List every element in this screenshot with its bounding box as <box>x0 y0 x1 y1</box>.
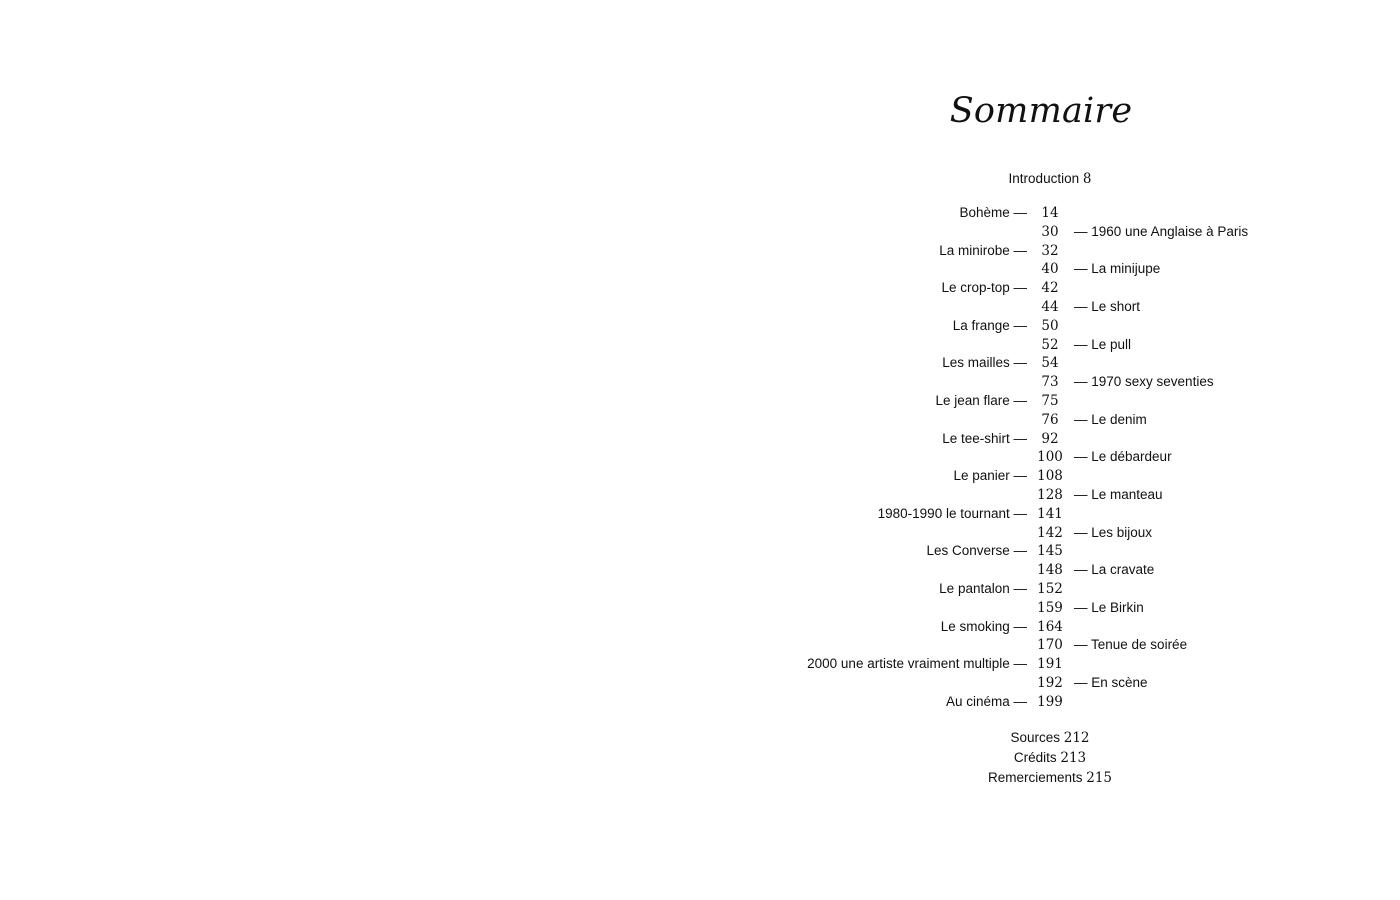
toc-entry <box>700 467 1400 486</box>
entry-page-number: 145 <box>1037 543 1063 560</box>
entry-title: La frange — <box>952 317 1027 333</box>
toc-entry <box>700 242 1400 261</box>
entry-page-number: 191 <box>1037 656 1063 673</box>
back-matter-page: 213 <box>1060 750 1087 766</box>
entry-title: — Le Birkin <box>1074 599 1144 615</box>
entry-title: Les Converse — <box>926 543 1027 559</box>
page-title: Sommaire <box>949 91 1133 131</box>
toc-entry <box>700 430 1400 449</box>
entry-page-number: 100 <box>1037 449 1063 466</box>
toc-entry <box>700 542 1400 561</box>
toc-entry <box>700 655 1400 674</box>
entry-page-number: 52 <box>1041 336 1059 353</box>
entry-page-number: 192 <box>1037 674 1063 691</box>
toc-entry <box>700 580 1400 599</box>
back-matter-entry <box>700 768 1400 788</box>
toc-entry <box>700 279 1400 298</box>
entry-title: La minirobe — <box>939 242 1027 258</box>
back-matter-entry <box>700 728 1400 748</box>
entry-page-number: 141 <box>1037 505 1063 522</box>
toc-entry <box>700 336 1400 355</box>
entry-page-number: 73 <box>1041 374 1059 391</box>
toc-entry <box>700 354 1400 373</box>
toc-entry <box>700 448 1400 467</box>
toc-entry <box>700 693 1400 712</box>
toc-entry <box>700 260 1400 279</box>
entry-page-number: 42 <box>1041 280 1059 297</box>
toc-entry <box>700 223 1400 242</box>
toc-entry <box>700 317 1400 336</box>
entry-title: — Tenue de soirée <box>1074 637 1188 653</box>
right-page <box>700 0 1400 900</box>
entry-page-number: 30 <box>1041 223 1059 240</box>
toc-entry <box>700 486 1400 505</box>
entry-title: — La cravate <box>1074 562 1155 578</box>
table-of-contents <box>700 204 1400 712</box>
entry-title: — Les bijoux <box>1074 524 1153 540</box>
entry-title: Le jean flare — <box>935 392 1027 408</box>
toc-entry <box>700 298 1400 317</box>
entry-page-number: 199 <box>1037 693 1063 710</box>
back-matter-page: 212 <box>1063 730 1090 746</box>
entry-title: Le panier — <box>953 468 1027 484</box>
back-matter-list <box>700 728 1400 788</box>
back-matter-entry <box>700 748 1400 768</box>
toc-entry <box>700 636 1400 655</box>
toc-entry <box>700 392 1400 411</box>
entry-page-number: 142 <box>1037 524 1063 541</box>
toc-entry <box>700 505 1400 524</box>
entry-page-number: 54 <box>1041 355 1059 372</box>
entry-page-number: 92 <box>1041 430 1059 447</box>
entry-page-number: 14 <box>1041 205 1059 221</box>
entry-page-number: 32 <box>1041 242 1059 259</box>
back-matter-label: Remerciements <box>987 770 1083 785</box>
entry-title: Le tee-shirt — <box>942 430 1027 446</box>
entry-title: — Le short <box>1074 298 1141 314</box>
entry-page-number: 128 <box>1037 486 1063 503</box>
toc-entry <box>700 561 1400 580</box>
entry-page-number: 40 <box>1041 261 1059 278</box>
back-matter-label: Crédits <box>1013 750 1057 765</box>
entry-page-number: 76 <box>1041 411 1059 428</box>
entry-title: — 1960 une Anglaise à Paris <box>1074 223 1249 239</box>
entry-page-number: 50 <box>1041 317 1059 334</box>
entry-title: Au cinéma — <box>945 693 1027 709</box>
back-matter-label: Sources <box>1010 730 1060 745</box>
entry-page-number: 148 <box>1037 562 1063 579</box>
toc-entry <box>700 373 1400 392</box>
entry-title: 1980-1990 le tournant — <box>877 505 1027 521</box>
entry-title: Le pantalon — <box>939 580 1027 596</box>
entry-title: — Le pull <box>1074 336 1132 352</box>
entry-title: Les mailles — <box>942 355 1027 371</box>
toc-entry <box>700 524 1400 543</box>
toc-entry <box>700 411 1400 430</box>
entry-page-number: 159 <box>1037 599 1063 616</box>
toc-entry <box>700 674 1400 693</box>
entry-title: — Le débardeur <box>1074 449 1172 465</box>
entry-page-number: 75 <box>1041 392 1059 409</box>
entry-title: — Le manteau <box>1074 486 1163 502</box>
toc-entry <box>700 204 1400 223</box>
entry-title: Le smoking — <box>940 618 1027 634</box>
entry-title: — La minijupe <box>1074 261 1161 277</box>
entry-page-number: 170 <box>1037 637 1063 654</box>
introduction-page: 8 <box>1082 171 1092 187</box>
entry-page-number: 164 <box>1037 618 1063 635</box>
entry-title: — Le denim <box>1074 411 1147 427</box>
toc-entry <box>700 599 1400 618</box>
entry-title: — 1970 sexy seventies <box>1074 374 1214 390</box>
entry-page-number: 44 <box>1041 298 1059 315</box>
entry-title: 2000 une artiste vraiment multiple — <box>807 656 1027 672</box>
entry-page-number: 108 <box>1037 468 1063 485</box>
entry-title: — En scène <box>1074 674 1148 690</box>
entry-page-number: 152 <box>1037 580 1063 597</box>
entry-title: Bohème — <box>959 205 1027 220</box>
back-matter-page: 215 <box>1086 770 1113 786</box>
entry-title: Le crop-top — <box>941 280 1027 296</box>
introduction-label: Introduction <box>1008 171 1080 186</box>
introduction-entry <box>700 170 1400 188</box>
toc-entry <box>700 618 1400 637</box>
